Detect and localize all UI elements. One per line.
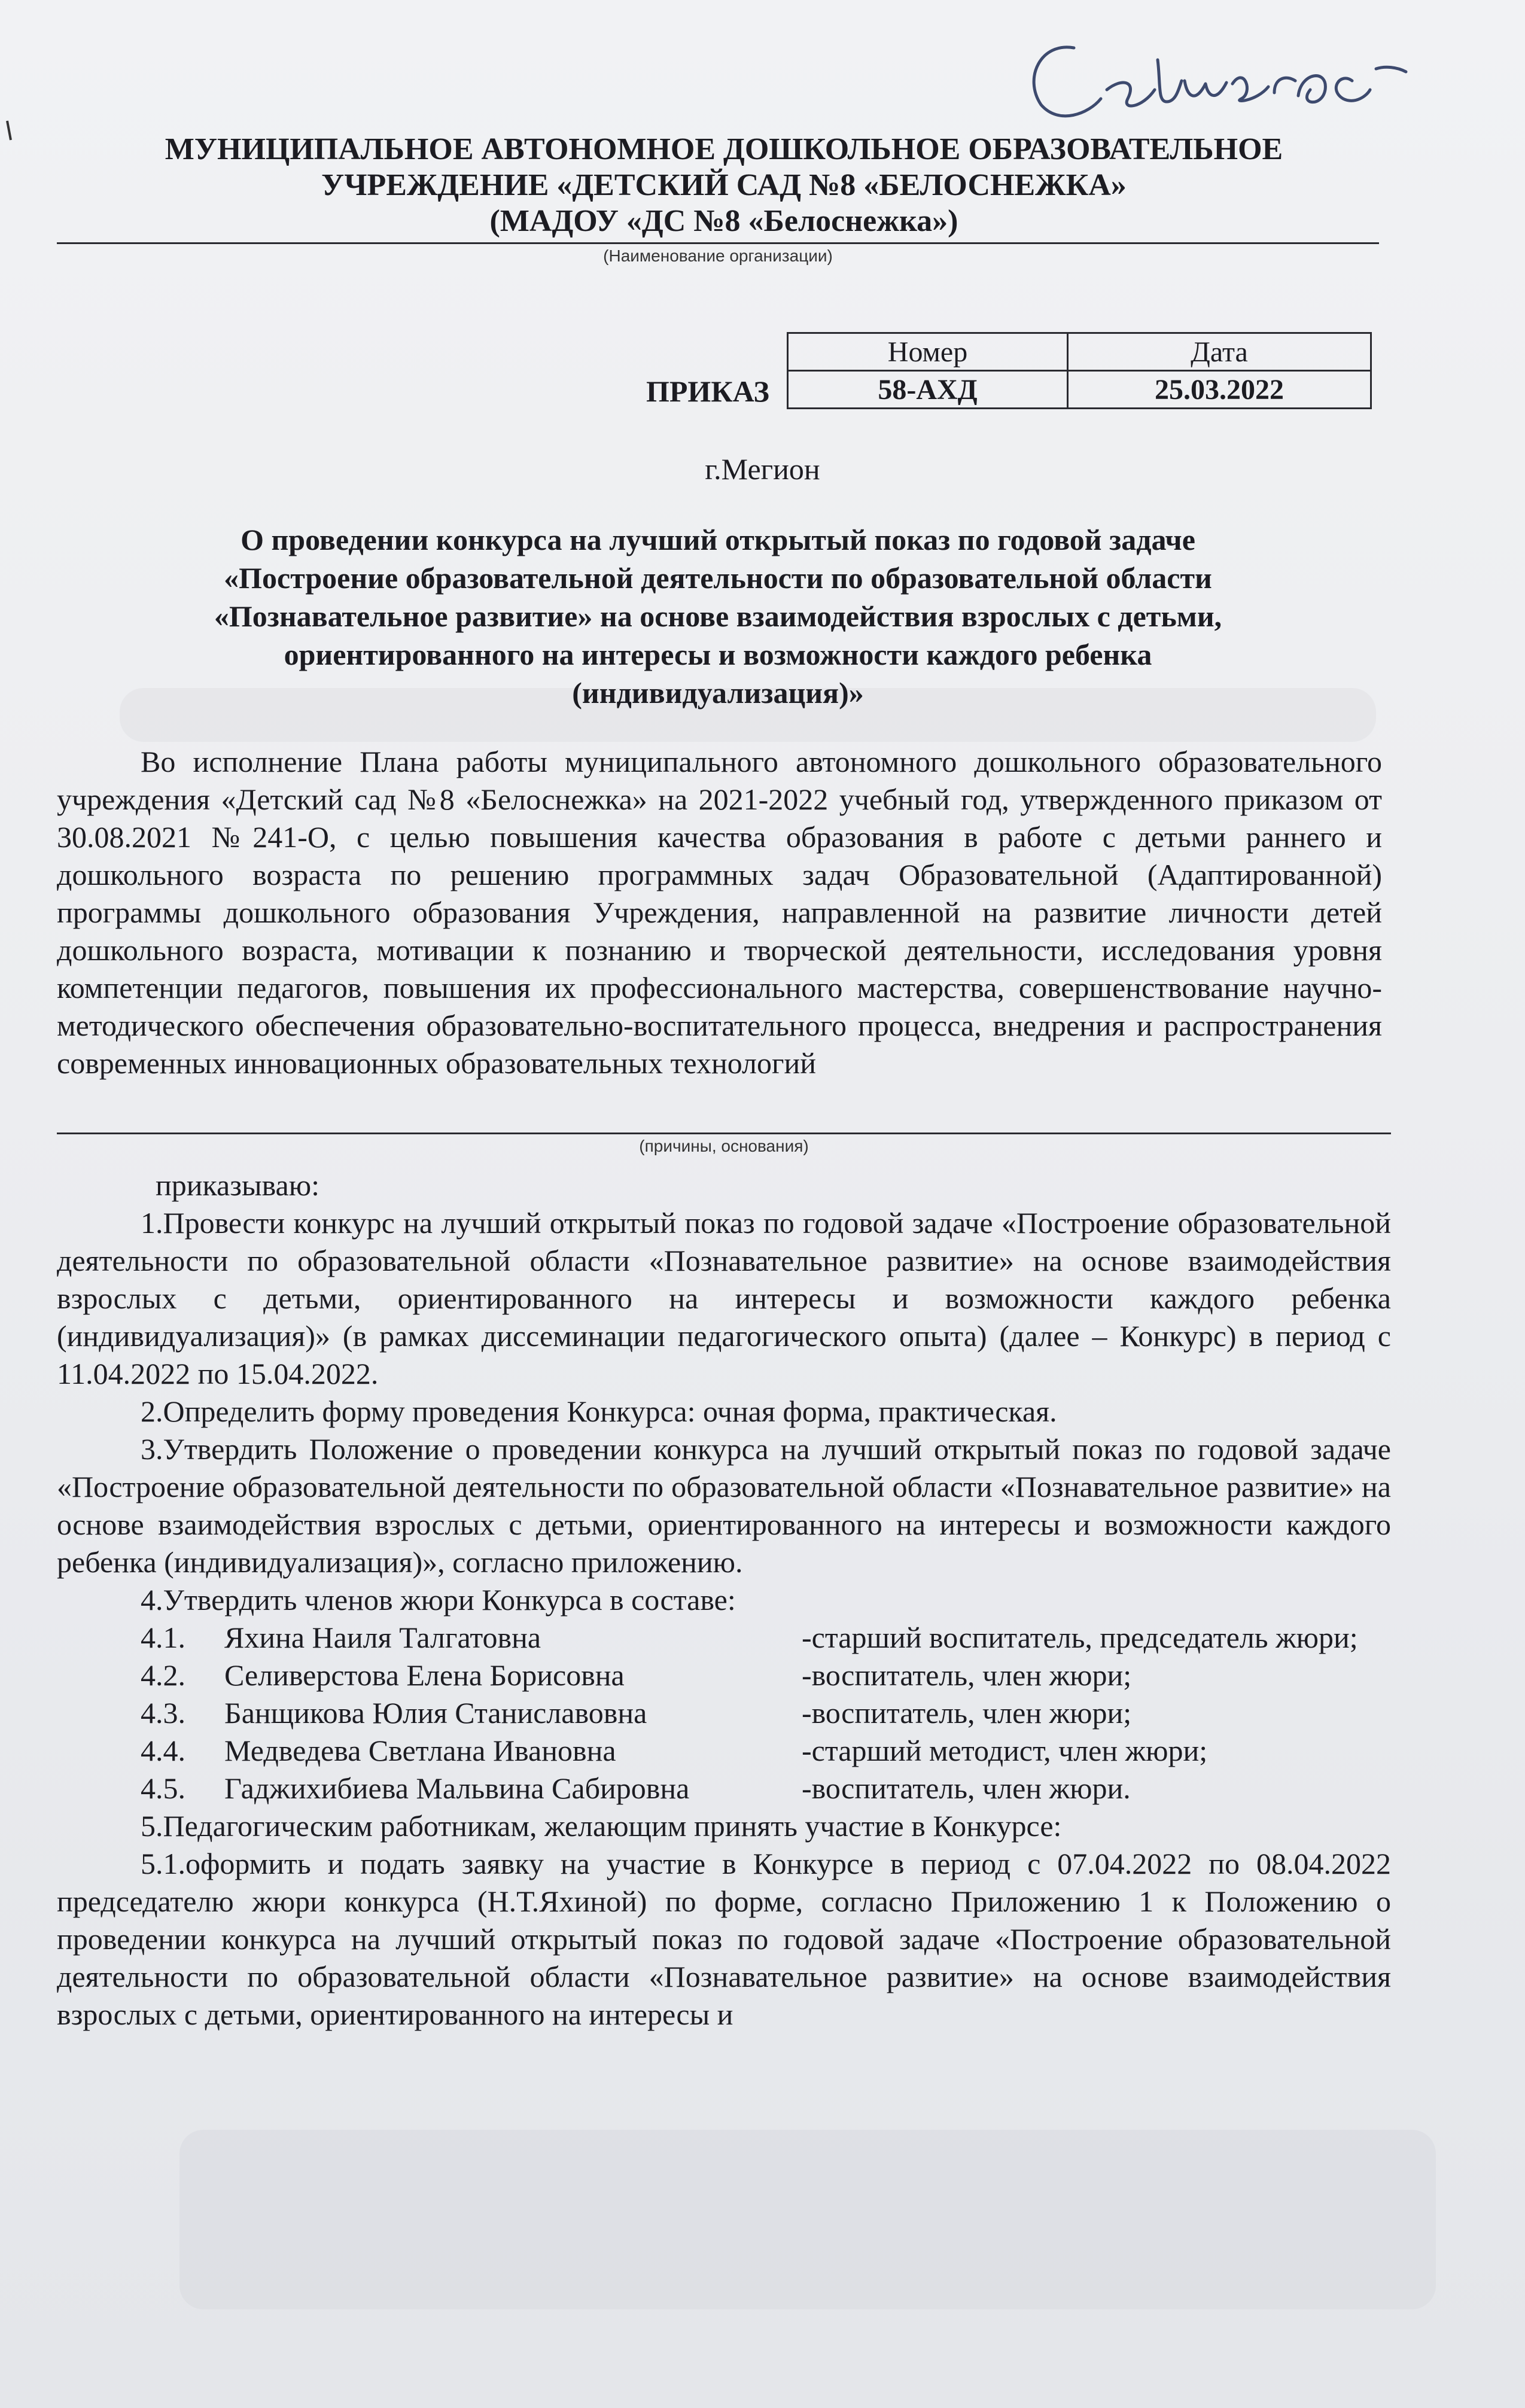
jury-list [57,1619,1391,1807]
title-line-4: ориентированного на интересы и возможности каждого ребенка [284,638,1152,671]
order-title [120,520,1316,712]
item-2: 2.Определить форму проведения Конкурса: очная форма, практическая. [141,1395,1057,1428]
jury-number: 4.3. [141,1696,185,1730]
item-3: 3.Утвердить Положение о проведении конкурса на лучший открытый показ по годовой задаче «Построение образовательной деятельности по образовательной области «Познавательное развитие» на основе взаимодействия взрослых с детьми, ориентированного на интересы и возможности каждого ребенка (индивидуализация)», согласно приложению. [57,1432,1391,1579]
jury-row [57,1732,1391,1770]
organization-header [57,132,1391,239]
jury-row [57,1770,1391,1807]
org-short-name: (МАДОУ «ДС №8 «Белоснежка») [489,204,958,238]
title-line-2: «Построение образовательной деятельности по образовательной области [224,561,1212,595]
jury-role: -старший методист, член жюри; [802,1734,1208,1767]
order-label: ПРИКАЗ [646,375,769,408]
margin-mark [5,120,13,141]
jury-name: Медведева Светлана Ивановна [224,1734,616,1767]
jury-number: 4.5. [141,1771,185,1805]
item-5-1: 5.1.оформить и подать заявку на участие в Конкурсе в период с 07.04.2022 по 08.04.2022 председателю жюри конкурса (Н.Т.Яхиной) по форме, согласно Приложению 1 к Положению о проведении конкурса на лучший открытый показ по годовой задаче «Построение образовательной деятельности по образовательной области «Познавательное развитие» на основе взаимодействия взрослых с детьми, ориентированного на интересы и [57,1847,1391,2031]
jury-name: Селиверстова Елена Борисовна [224,1658,625,1692]
intro-section [57,743,1382,1082]
org-name-line-2: УЧРЕЖДЕНИЕ «ДЕТСКИЙ САД №8 «БЕЛОСНЕЖКА» [321,168,1127,202]
jury-number: 4.4. [141,1734,185,1767]
organization-caption: (Наименование организации) [603,246,833,265]
bleed-through-shadow [179,2130,1436,2309]
order-number-header: Номер [788,333,1068,371]
order-number-value: 58-АХД [788,371,1068,409]
jury-name: Гаджихибиева Мальвина Сабировна [224,1771,690,1805]
item-4: 4.Утвердить членов жюри Конкурса в составе: [141,1583,736,1617]
jury-number: 4.1. [141,1621,185,1654]
header-divider [57,242,1379,244]
reason-divider [57,1133,1391,1134]
item-1: 1.Провести конкурс на лучший открытый показ по годовой задаче «Построение образовательной деятельности по образовательной области «Познавательное развитие» на основе взаимодействия взрослых с детьми, ориентированного на интересы и возможности каждого ребенка (индивидуализация)» (в рамках диссеминации педагогического опыта) (далее – Конкурс) в период с 11.04.2022 по 15.04.2022. [57,1206,1391,1390]
org-name-line-1: МУНИЦИПАЛЬНОЕ АВТОНОМНОЕ ДОШКОЛЬНОЕ ОБРАЗОВАТЕЛЬНОЕ [165,132,1283,166]
reason-caption: (причины, основания) [639,1137,809,1155]
jury-role: -старший воспитатель, председатель жюри; [802,1621,1358,1654]
item-5: 5.Педагогическим работникам, желающим принять участие в Конкурсе: [141,1809,1062,1843]
order-details-table [787,332,1372,409]
jury-name: Банщикова Юлия Станиславовна [224,1696,647,1730]
order-date-header: Дата [1068,333,1371,371]
order-date-value: 25.03.2022 [1068,371,1371,409]
order-body [57,1167,1391,2033]
intro-paragraph: Во исполнение Плана работы муниципального автономного дошкольного образовательного учреждения «Детский сад №8 «Белоснежка» на 2021-2022 учебный год, утвержденного приказом от 30.08.2021 №241-О, с целью повышения качества образования в работе с детьми раннего и дошкольного возраста по решению программных задач Образовательной (Адаптированной) программы дошкольного образования Учреждения, направленной на развитие личности детей дошкольного возраста, мотивации к познанию и творческой деятельности, исследования уровня компетенции педагогов, повышения их профессионального мастерства, совершенствование научно-методического обеспечения образовательно-воспитательного процесса, внедрения и распространения современных инновационных образовательных технологий [57,745,1382,1080]
order-word: приказываю: [156,1168,319,1202]
jury-row [57,1619,1391,1657]
jury-role: -воспитатель, член жюри; [802,1696,1132,1730]
jury-name: Яхина Наиля Талгатовна [224,1621,541,1654]
jury-number: 4.2. [141,1658,185,1692]
handwritten-signature [1017,24,1424,132]
jury-role: -воспитатель, член жюри; [802,1658,1132,1692]
jury-row [57,1657,1391,1694]
title-line-1: О проведении конкурса на лучший открытый показ по годовой задаче [241,523,1195,556]
city: г.Мегион [705,452,820,486]
title-line-3: «Познавательное развитие» на основе взаимодействия взрослых с детьми, [214,599,1222,633]
jury-row [57,1694,1391,1732]
title-line-5: (индивидуализация)» [572,676,864,710]
jury-role: -воспитатель, член жюри. [802,1771,1131,1805]
